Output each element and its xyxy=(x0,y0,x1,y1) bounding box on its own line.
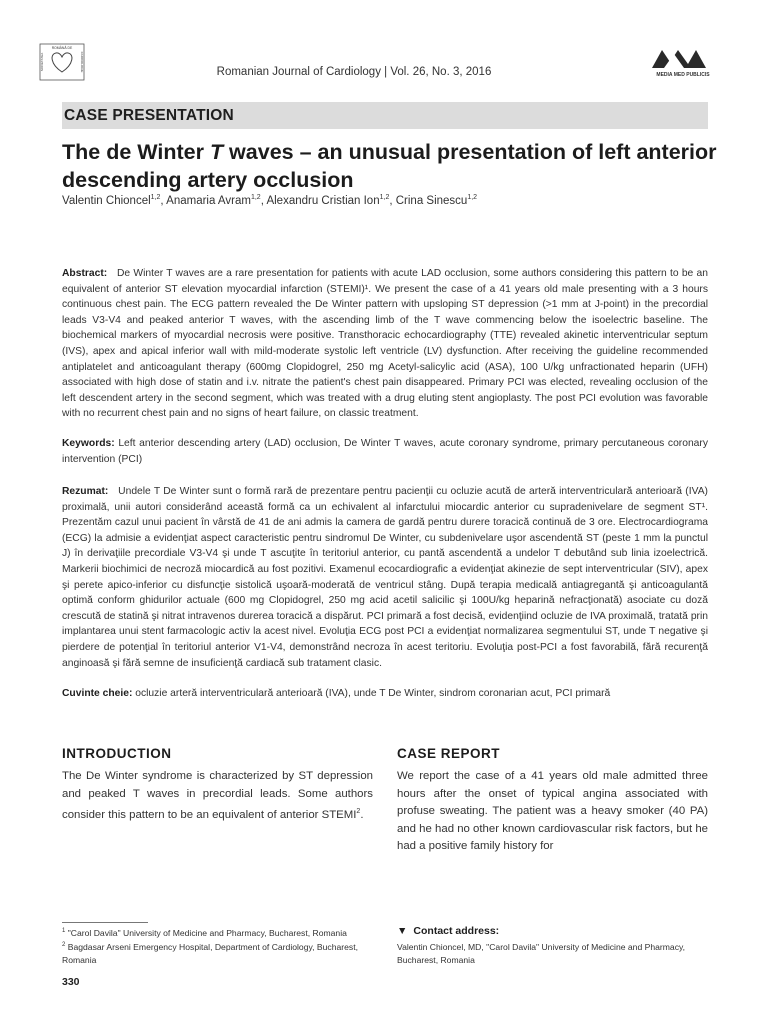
affiliations xyxy=(62,925,372,967)
contact-address: Valentin Chioncel, MD, "Carol Davila" University of Medicine and Pharmacy, Bucharest, Romania xyxy=(397,942,686,965)
keywords xyxy=(62,436,708,467)
introduction-heading: INTRODUCTION xyxy=(62,746,172,761)
affiliation-1: $^1$ "Carol Davila" University of Medicine and Pharmacy, Bucharest, Romania xyxy=(62,927,347,938)
author: Alexandru Cristian Ion xyxy=(266,194,380,207)
svg-text:SOCIETATEA: SOCIETATEA xyxy=(40,52,44,72)
author: Valentin Chioncel xyxy=(62,194,151,207)
abstract-label: Abstract: xyxy=(62,268,108,279)
rezumat-text: Undele T De Winter sunt o formă rară de prezentare pentru pacienţii cu ocluzie acută de arteră interventriculară anterioară (IVA) proximală, unii autori considerând această formă ca un echivalent al infarctului miocardic anterior cu supradenivelare de segment ST¹. Prezentăm cazul unui pacient în vârstă de 41 de ani admis la camera de gardă pentru durere toracică continuă de 3 ore. Electrocardiograma (ECG) la admisie a evidenţiat aspect caracteristic pentru sindromul De Winter, cu subdenivelare uşor ascendentă ST (peste 1 mm la punctul J) în derivaţiile precordiale V3-V4 şi unde T ascuţite în teritoriul anterior, cu pantă ascendentă a undelor T debutând sub linia izoelectrică. Markerii biochimici de necroză miocardică au fost pozitivi. Examenul ecocardiografic a evidenţiat akinezie de sept interventricular (SIV), apex şi perete apico-inferior cu disfuncţie sistolică uşoară-moderată de ventricul stâng. După terapia medicală antiagregantă şi anticoagulantă optimă conform ghidurilor actuale (600 mg Clopidogrel, 250 mg acid acetil salicilic şi 100U/kg heparină nefracţionată) asociate cu doză crescută de statină şi nitrat intravenos durerea toracică a dispărut. PCI primară a fost decisă, evidenţiind ocluzie de IVA proximală, tratată prin implantarea unui stent farmacologic activ la acest nivel. Evoluţia ECG post PCI a evidenţiat normalizarea segmentului ST, unde T negative şi pierdere de potenţial în teritoriul anterior V1-V4, demonstrând necroza în acest teritoriu. Evoluţia post-PCI a fost favorabilă, fără recurenţă anginoasă şi fără semne de insuficienţă cardiacă sub tratament clasic. xyxy=(62,486,708,669)
cuvinte-text: ocluzie arteră interventriculară anterioară (IVA), unde T De Winter, sindrom coronarian acut, PCI primară xyxy=(135,688,611,699)
publisher-logo xyxy=(644,44,722,80)
cuvinte-label: Cuvinte cheie: xyxy=(62,688,133,699)
journal-citation: Romanian Journal of Cardiology | Vol. 26, No. 3, 2016 xyxy=(216,66,492,78)
article-title: The de Winter T waves – an unusual presentation of left anterior descending artery occlusion xyxy=(62,140,717,192)
triangle-icon: ▼ xyxy=(397,925,408,937)
abstract-text: De Winter T waves are a rare presentation for patients with acute LAD occlusion, some authors considering this pattern to be an equivalent of anterior ST elevation myocardial infarction (STEMI)¹. We present the case of a 41 years old male presenting with a 3 hours continuous chest pain. The ECG pattern revealed the De Winter pattern with upsloping ST depression (>1 mm at J-point) in the precordial leads V3-V4 and peaked anterior T waves, with the ascending limb of the T wave commencing below the isoelectric baseline. The biochemical markers of myocardial necrosis were positive. Transthoracic echocardiography (TTE) revealed akinetic interventricular septum (IVS), apex and apical inferior wall with mild-moderate systolic left ventricle (LV) dysfunction. After receiving the guideline recommended antiplatelet and anticoagulant therapy (600mg Clopidogrel, 250 mg Acetyl-salicylic acid (ASA), 100 U/kg unfractionated heparin (UFH) associated with high dose of statin and i.v. nitrate the patient's chest pain disappeared. Primary PCI was elected, revealing occlusion of the left descendent artery in the second segment, which was treated with a drug eluting stent angioplasty. The post PCI evolution was favorable with no recurrent chest pain and no signs of heart failure, on classic treatment. xyxy=(62,268,708,420)
abstract xyxy=(62,266,708,422)
author: Anamaria Avram xyxy=(166,194,251,207)
contact-heading: ▼ Contact address: xyxy=(397,925,500,937)
rezumat-label: Rezumat: xyxy=(62,486,109,497)
svg-text:CARDIOLOGIE: CARDIOLOGIE xyxy=(80,51,84,73)
keywords-label: Keywords: xyxy=(62,438,115,449)
case-report-text: We report the case of a 41 years old male admitted three hours after the onset of typical angina associated with profuse sweating. The patient was a heavy smoker (40 PA) and he had no other known cardiovascular risk factors, but he had a positive family history for xyxy=(397,770,708,853)
footnote-rule xyxy=(62,922,148,923)
affiliation-2: $^2$ Bagdasar Arseni Emergency Hospital, Department of Cardiology, Bucharest, Romania xyxy=(62,942,358,965)
author-list: Valentin Chioncel$^{1,2}$, Anamaria Avram$^{1,2}$, Alexandru Cristian Ion$^{1,2}$, Crina Sinescu$^{1,2}$ xyxy=(62,194,478,207)
case-report-heading: CASE REPORT xyxy=(397,746,501,761)
author: Crina Sinescu xyxy=(395,194,468,207)
keywords-text: Left anterior descending artery (LAD) occlusion, De Winter T waves, acute coronary syndrome, primary percutaneous coronary intervention (PCI) xyxy=(62,438,708,465)
svg-text:ROMÂNĂ DE: ROMÂNĂ DE xyxy=(51,46,73,50)
page-number: 330 xyxy=(62,976,80,988)
svg-text:MEDIA MED PUBLICIS: MEDIA MED PUBLICIS xyxy=(656,72,710,78)
rezumat xyxy=(62,484,708,671)
introduction-text: The De Winter syndrome is characterized by ST depression and peaked T waves in precordial leads. Some authors consider this pattern to be an equivalent of anterior STEMI$^2$. xyxy=(62,770,373,821)
section-label: CASE PRESENTATION xyxy=(62,102,708,129)
cuvinte-cheie xyxy=(62,686,708,702)
